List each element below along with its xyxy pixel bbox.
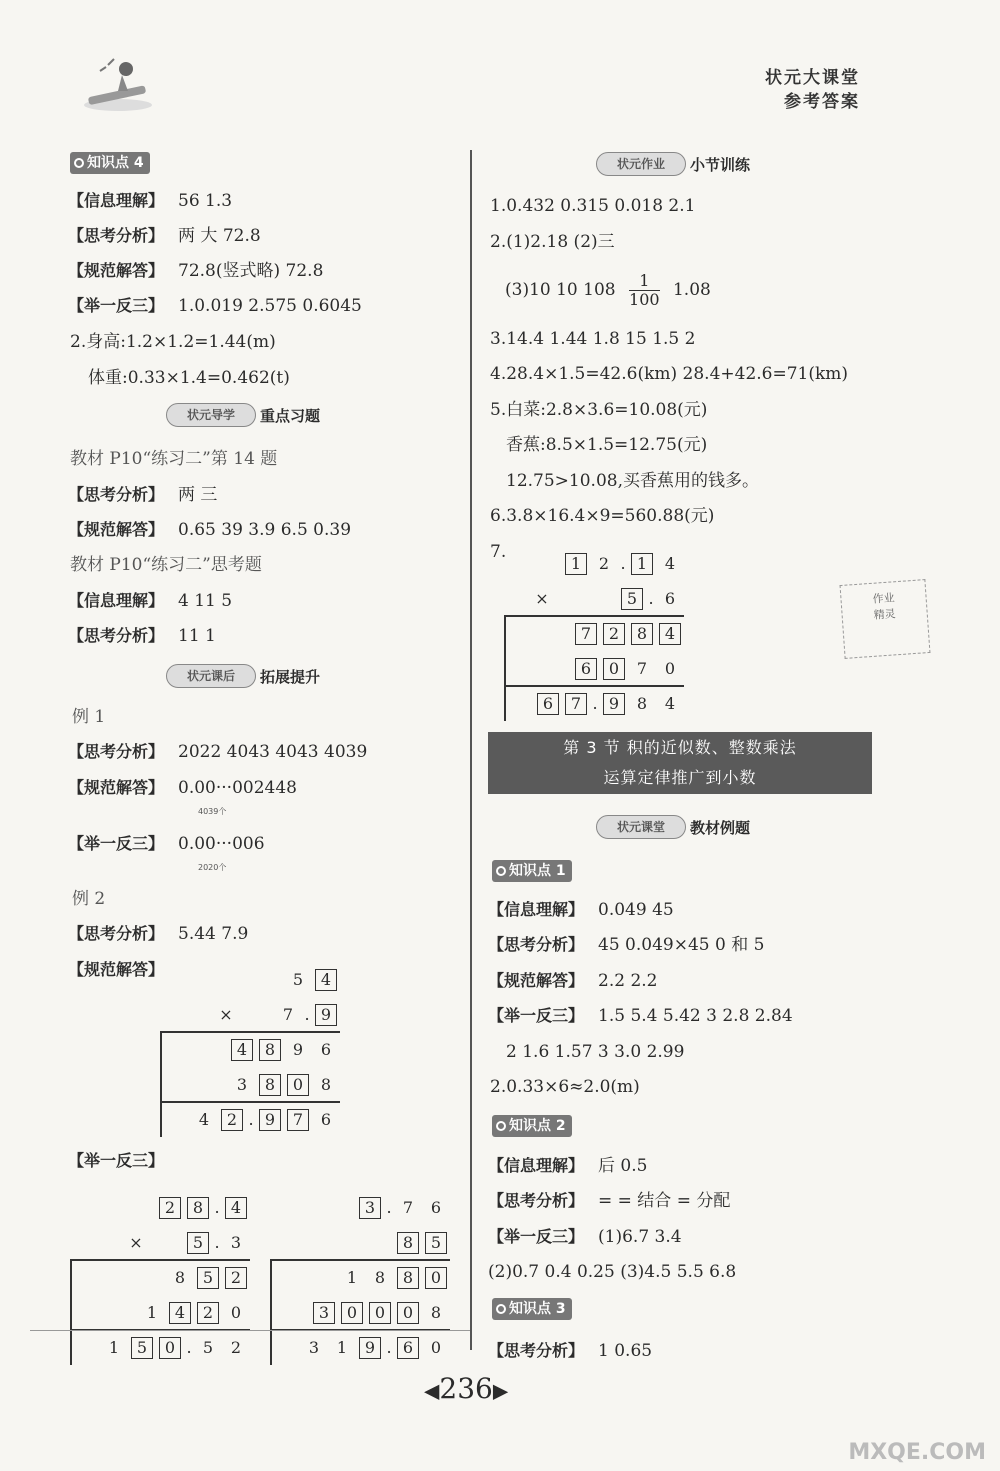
digit-box: 7	[287, 1109, 309, 1131]
digit: ×	[535, 589, 549, 608]
line: 【思考分析】 1 0.65	[488, 1341, 653, 1361]
footer-rule	[30, 1330, 470, 1331]
section-heading: 状元课后 拓展提升	[166, 664, 320, 688]
digit: 2	[598, 554, 610, 573]
digit: 4	[664, 694, 676, 713]
digit-box: 7	[565, 693, 587, 715]
stamp-logo: 作业 精灵	[840, 579, 931, 659]
line: 7.	[490, 542, 507, 562]
digit-box: 0	[287, 1074, 309, 1096]
multiplication-b	[270, 1190, 450, 1365]
multiplication-a	[70, 1190, 250, 1365]
mult-row	[562, 546, 684, 581]
line: 【思考分析】 2022 4043 4043 4039	[68, 742, 368, 762]
mult-row	[116, 1225, 250, 1260]
line: 【举一反三】 1.5 5.4 5.42 3 2.8 2.84	[488, 1006, 793, 1026]
digit-box: 5	[197, 1267, 219, 1289]
mult-row	[206, 997, 340, 1032]
line: 5.白菜:2.8×3.6=10.08(元)	[490, 400, 708, 420]
digit: 0	[430, 1338, 442, 1357]
digit-box: 9	[359, 1337, 381, 1359]
digit-box: 0	[397, 1302, 419, 1324]
section-logo-icon: 状元导学	[166, 403, 256, 427]
line: 2.身高:1.2×1.2=1.44(m)	[70, 332, 276, 352]
digit: 8	[430, 1303, 442, 1322]
next-arrow-icon: ▶	[492, 1378, 509, 1403]
digit: 1	[336, 1338, 348, 1357]
line: (2)0.7 0.4 0.25 (3)4.5 5.5 6.8	[488, 1262, 737, 1282]
digit: .	[620, 554, 626, 573]
line: 2 1.6 1.57 3 3.0 2.99	[506, 1042, 685, 1062]
mult-row	[228, 1032, 340, 1067]
digit-box: 9	[259, 1109, 281, 1131]
digit: .	[648, 589, 654, 608]
mult-row	[310, 1295, 450, 1330]
line: (3)10 10 108 $\frac{1}{100}$ 1.08	[505, 271, 711, 309]
prev-arrow-icon: ◀	[424, 1378, 440, 1403]
digit-box: 1	[631, 553, 653, 575]
digit-box: 1	[565, 553, 587, 575]
mult-row	[300, 1330, 450, 1365]
mascot-illustration	[78, 55, 158, 115]
mult-row	[338, 1260, 450, 1295]
digit-box: 4	[231, 1039, 253, 1061]
section-heading: 状元导学 重点习题	[166, 403, 320, 427]
digit-box: 9	[315, 1004, 337, 1026]
line: 【举一反三】 (1)6.7 3.4	[488, 1227, 682, 1247]
line: 体重:0.33×1.4=0.462(t)	[88, 368, 290, 388]
digit: 2	[230, 1338, 242, 1357]
digit: 1	[146, 1303, 158, 1322]
digit: 0	[230, 1303, 242, 1322]
digit: 6	[320, 1110, 332, 1129]
mult-row	[138, 1295, 250, 1330]
digit-box: 8	[259, 1039, 281, 1061]
line: 例 2	[72, 889, 106, 909]
mult-row	[228, 1067, 340, 1102]
digit: .	[386, 1338, 392, 1357]
digit: 5	[202, 1338, 214, 1357]
line: 【信息理解】 0.049 45	[488, 900, 674, 920]
mult-row	[534, 686, 684, 721]
brace-label: 2020个	[198, 863, 227, 872]
digit: 4	[198, 1110, 210, 1129]
mult-row	[284, 962, 340, 997]
line: 【信息理解】 后 0.5	[488, 1156, 648, 1176]
line: 【举一反三】 1.0.019 2.575 0.6045	[68, 296, 362, 316]
digit: 1	[108, 1338, 120, 1357]
mult-row	[356, 1190, 450, 1225]
digit-box: 4	[659, 623, 681, 645]
mult-bracket	[160, 1032, 162, 1137]
digit: .	[592, 694, 598, 713]
line: 【思考分析】 = = 结合 = 分配	[488, 1191, 731, 1211]
mult-row	[166, 1260, 250, 1295]
digit-box: 6	[575, 658, 597, 680]
section-logo-icon: 状元课堂	[596, 815, 686, 839]
digit: 0	[664, 659, 676, 678]
line: 例 1	[72, 707, 106, 727]
line: 【规范解答】	[68, 960, 165, 979]
multiplication-ex2	[160, 962, 340, 1137]
line: 【信息理解】 56 1.3	[68, 191, 233, 211]
digit-box: 0	[369, 1302, 391, 1324]
line: 教材 P10“练习二”思考题	[70, 555, 262, 575]
knowledge-tag-3: 知识点 3	[492, 1298, 572, 1320]
brace-label: 4039个	[198, 807, 227, 816]
target-icon	[496, 1121, 506, 1131]
line: 【思考分析】 11 1	[68, 626, 216, 646]
mult-row	[522, 581, 684, 616]
digit-box: 9	[603, 693, 625, 715]
digit-box: 0	[159, 1337, 181, 1359]
knowledge-tag-4: 知识点 4	[70, 152, 150, 174]
digit-box: 4	[315, 969, 337, 991]
digit-box: 7	[575, 623, 597, 645]
digit: 5	[292, 970, 304, 989]
digit: 4	[664, 554, 676, 573]
digit: ×	[129, 1233, 143, 1252]
digit-box: 8	[631, 623, 653, 645]
digit-box: 8	[397, 1267, 419, 1289]
mult-row	[572, 616, 684, 651]
line: 香蕉:8.5×1.5=12.75(元)	[506, 435, 708, 455]
digit: 8	[174, 1268, 186, 1287]
line: 3.14.4 1.44 1.8 15 1.5 2	[490, 329, 696, 349]
digit: 7	[402, 1198, 414, 1217]
section-heading: 状元课堂 教材例题	[596, 815, 750, 839]
knowledge-tag-1: 知识点 1	[492, 860, 572, 882]
digit-box: 2	[159, 1197, 181, 1219]
digit: 7	[636, 659, 648, 678]
mult-bracket	[504, 616, 506, 721]
knowledge-tag-2: 知识点 2	[492, 1115, 572, 1137]
digit-box: 5	[425, 1232, 447, 1254]
line: 【思考分析】 两 大 72.8	[68, 226, 261, 246]
digit-box: 8	[397, 1232, 419, 1254]
digit-box: 4	[169, 1302, 191, 1324]
digit-box: 8	[187, 1197, 209, 1219]
mult-bracket	[70, 1260, 72, 1365]
target-icon	[496, 1304, 506, 1314]
column-divider	[470, 150, 472, 1350]
digit: 6	[320, 1040, 332, 1059]
line: 教材 P10“练习二”第 14 题	[70, 449, 278, 469]
digit: .	[304, 1005, 310, 1024]
line: 【举一反三】 0.00···006	[68, 834, 265, 854]
target-icon	[496, 866, 506, 876]
line: 1.0.432 0.315 0.018 2.1	[490, 196, 696, 216]
mult-bracket	[270, 1260, 272, 1365]
line: 【思考分析】 两 三	[68, 485, 218, 505]
mult-row	[100, 1330, 250, 1365]
digit-box: 2	[197, 1302, 219, 1324]
digit-box: 0	[603, 658, 625, 680]
digit-box: 8	[259, 1074, 281, 1096]
header-line1: 状元大课堂	[765, 68, 860, 88]
digit: .	[386, 1198, 392, 1217]
multiplication-7	[504, 546, 684, 721]
line: 【规范解答】 72.8(竖式略) 72.8	[68, 261, 324, 281]
digit: .	[248, 1110, 254, 1129]
line: 2.0.33×6≈2.0(m)	[490, 1077, 640, 1097]
digit: ×	[219, 1005, 233, 1024]
mult-row	[190, 1102, 340, 1137]
digit-box: 0	[425, 1267, 447, 1289]
line: 【思考分析】 5.44 7.9	[68, 924, 249, 944]
digit-box: 5	[131, 1337, 153, 1359]
digit: .	[186, 1338, 192, 1357]
line: 12.75>10.08,买香蕉用的钱多。	[506, 471, 759, 491]
digit: 9	[292, 1040, 304, 1059]
digit: 8	[374, 1268, 386, 1287]
digit-box: 5	[187, 1232, 209, 1254]
section-logo-icon: 状元课后	[166, 664, 256, 688]
digit: 8	[320, 1075, 332, 1094]
digit-box: 2	[603, 623, 625, 645]
line: 【思考分析】 45 0.049×45 0 和 5	[488, 935, 765, 955]
line: 【规范解答】 0.65 39 3.9 6.5 0.39	[68, 520, 352, 540]
mult-row	[156, 1190, 250, 1225]
digit-box: 5	[621, 588, 643, 610]
digit: 7	[282, 1005, 294, 1024]
section-logo-icon: 状元作业	[596, 152, 686, 176]
line: 【信息理解】 4 11 5	[68, 591, 233, 611]
digit-box: 6	[397, 1337, 419, 1359]
line: 4.28.4×1.5=42.6(km) 28.4+42.6=71(km)	[490, 364, 849, 384]
line: 6.3.8×16.4×9=560.88(元)	[490, 506, 715, 526]
digit: 3	[308, 1338, 320, 1357]
digit-box: 6	[537, 693, 559, 715]
header-title	[765, 66, 860, 114]
digit: 3	[230, 1233, 242, 1252]
section-banner: 第 3 节 积的近似数、整数乘法 运算定律推广到小数	[488, 732, 872, 794]
digit: 8	[636, 694, 648, 713]
page-number: ◀236▶	[424, 1372, 509, 1405]
line: 【规范解答】 2.2 2.2	[488, 971, 658, 991]
line: 【规范解答】 0.00···002448	[68, 778, 297, 798]
watermark: MXQE.COM	[848, 1440, 986, 1465]
digit: 6	[664, 589, 676, 608]
mult-row	[394, 1225, 450, 1260]
line: 【举一反三】	[68, 1151, 165, 1170]
digit: 3	[236, 1075, 248, 1094]
fraction: $\frac{1}{100}$	[629, 271, 660, 309]
digit-box: 4	[225, 1197, 247, 1219]
target-icon	[74, 158, 84, 168]
digit-box: 3	[359, 1197, 381, 1219]
digit-box: 3	[313, 1302, 335, 1324]
digit: 1	[346, 1268, 358, 1287]
digit-box: 2	[221, 1109, 243, 1131]
digit: .	[214, 1233, 220, 1252]
mult-row	[572, 651, 684, 686]
header-line2: 参考答案	[784, 92, 860, 112]
digit-box: 0	[341, 1302, 363, 1324]
digit: .	[214, 1198, 220, 1217]
section-heading: 状元作业 小节训练	[596, 152, 750, 176]
digit-box: 2	[225, 1267, 247, 1289]
line: 2.(1)2.18 (2)三	[490, 232, 615, 252]
digit: 6	[430, 1198, 442, 1217]
